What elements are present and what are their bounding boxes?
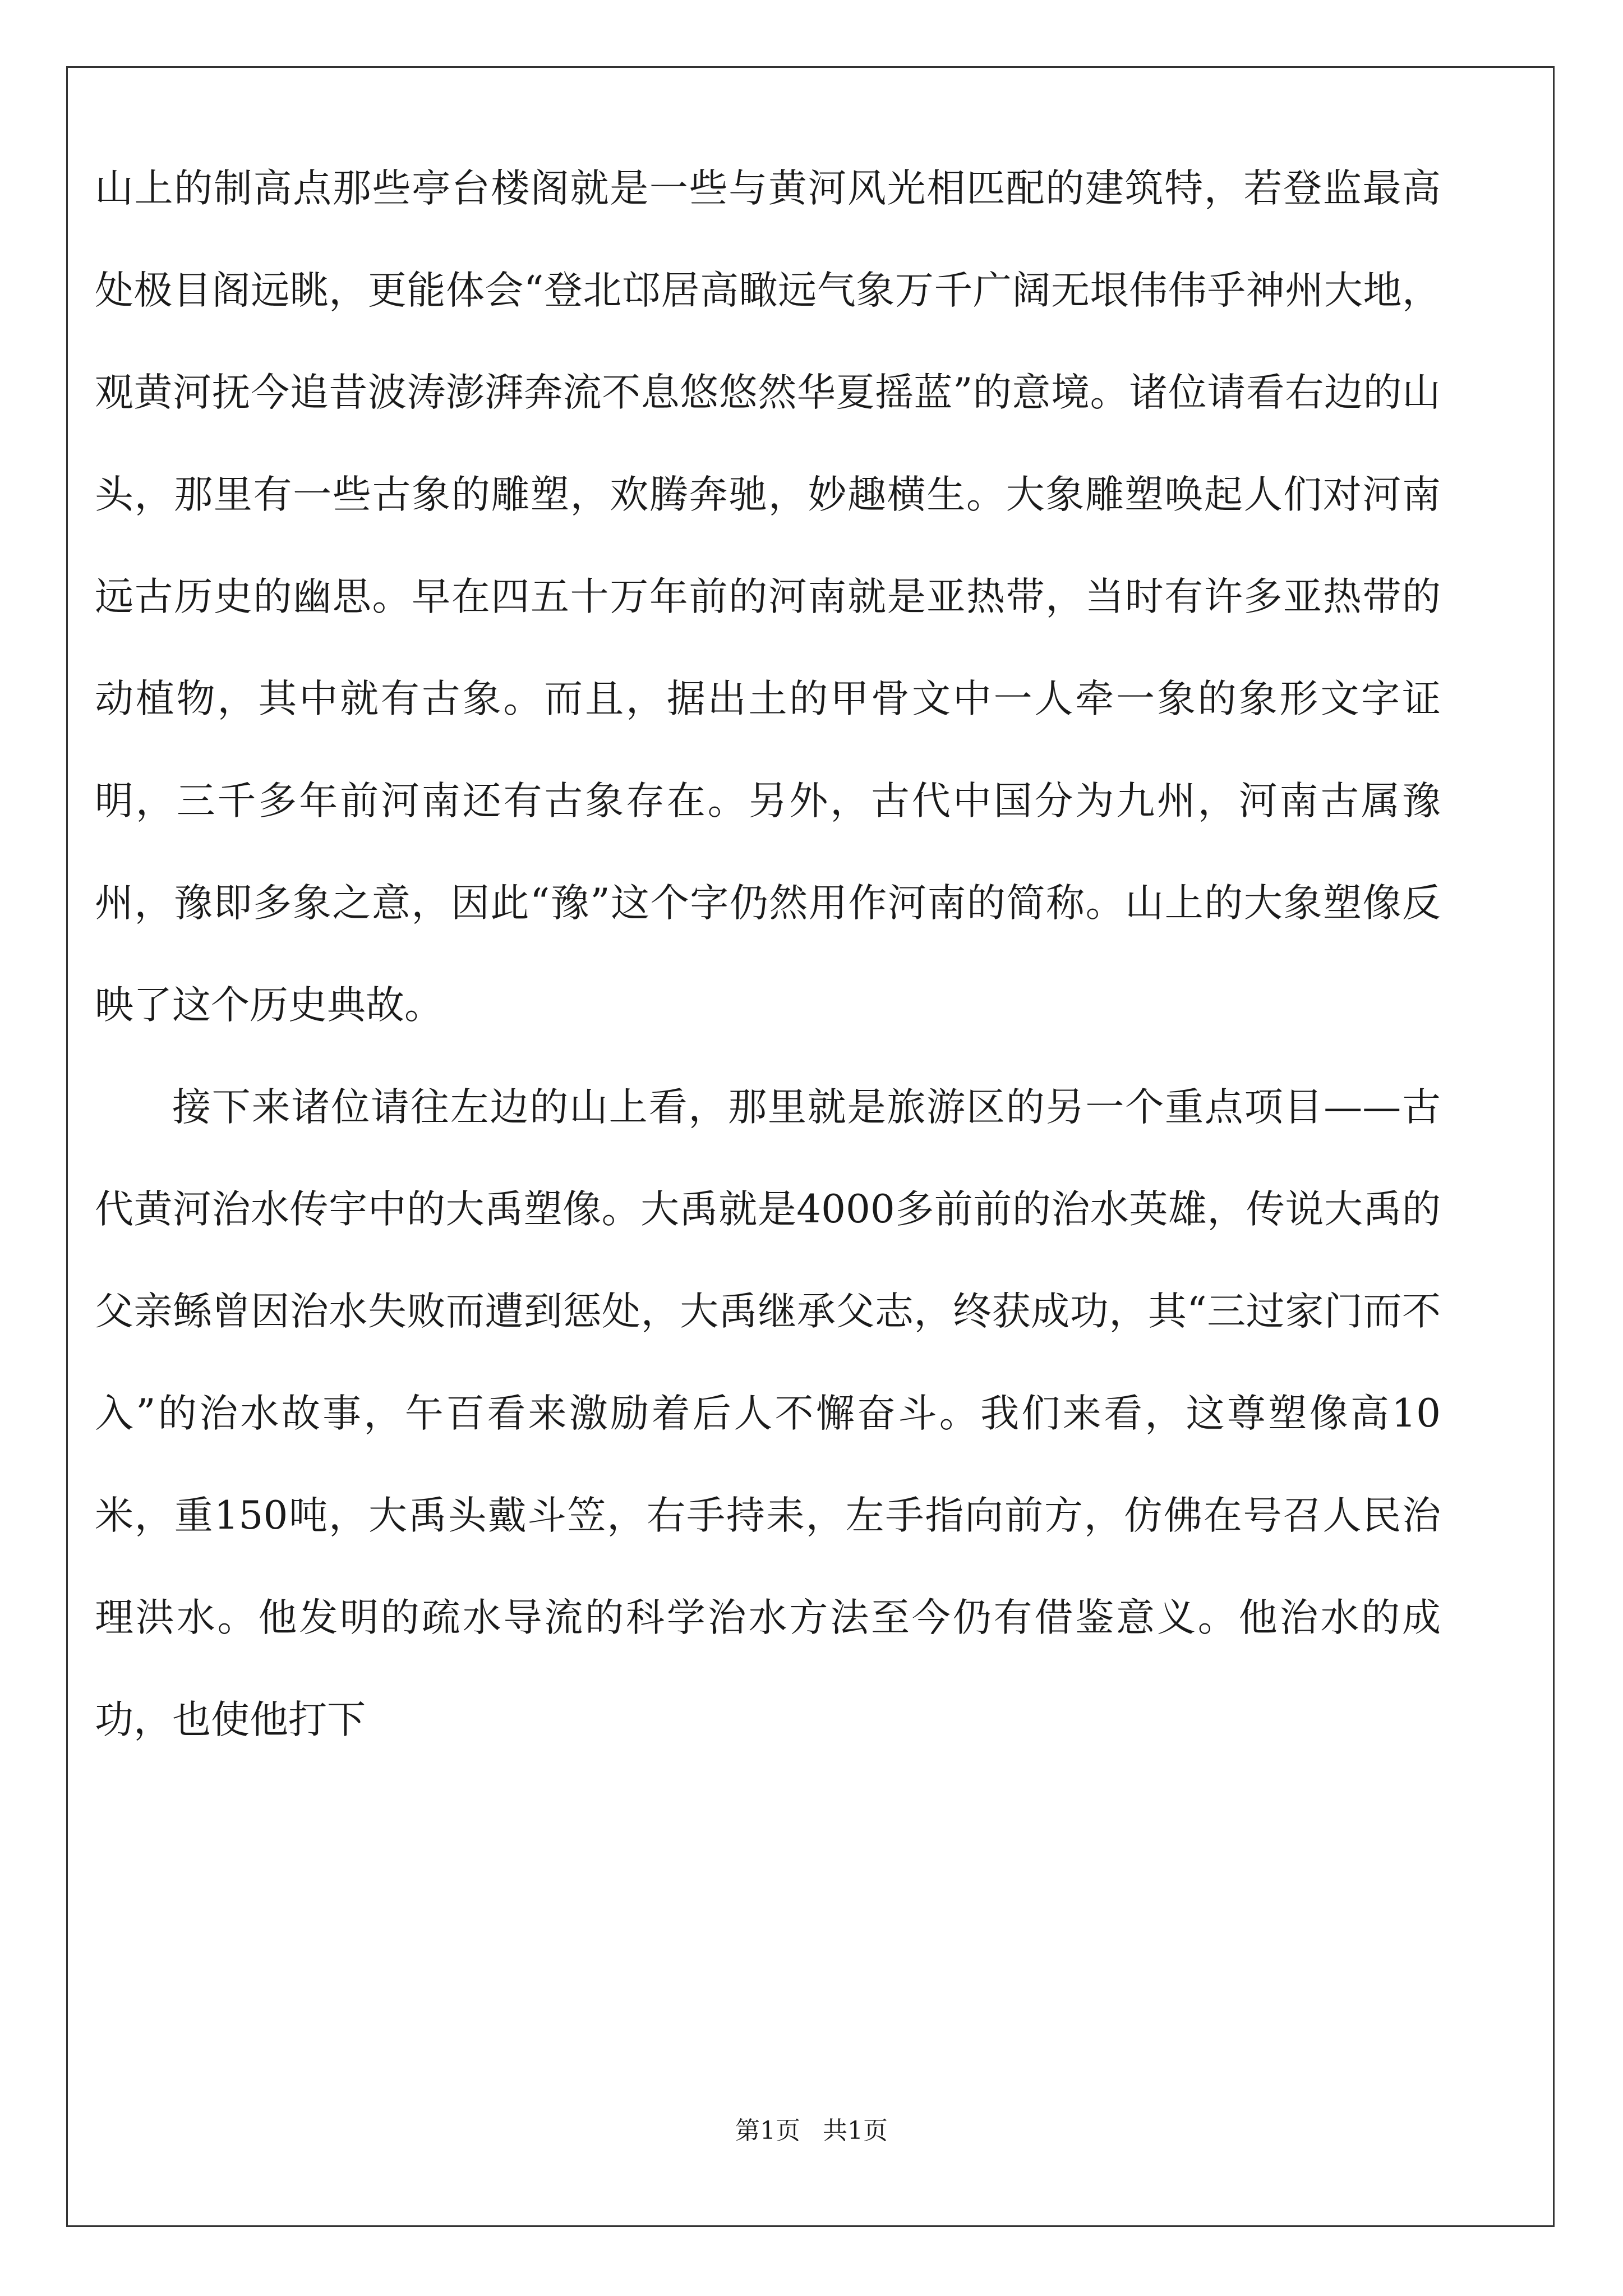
paragraph-2: 接下来诸位请往左边的山上看，那里就是旅游区的另一个重点项目——古代黄河治水传宇中的大禹塑像。大禹就是4000多前前的治水英雄，传说大禹的父亲鲧曾因治水失败而遭到惩处，大禹继承父志，终获成功，其“三过家门而不入”的治水故事，午百看来激励着后人不懈奋斗。我们来看，这尊塑像高10米，重150吨，大禹头戴斗笠，右手持耒，左手指向前方，仿佛在号召人民治理洪水。他发明的疏水导流的科学治水方法至今仍有借鉴意义。他治水的成功，也使他打下 [95, 1085, 1441, 1742]
document-body [95, 137, 1441, 1771]
page-number: 第1页 [735, 2116, 800, 2145]
page-footer [0, 2114, 1623, 2148]
paragraph-1: 山上的制高点那些亭台楼阁就是一些与黄河风光相匹配的建筑特，若登监最高处极目阁远眺，更能体会“登北邙居高瞰远气象万千广阔无垠伟伟乎神州大地，观黄河抚今追昔波涛澎湃奔流不息悠悠然华夏摇蓝”的意境。诸位请看右边的山头，那里有一些古象的雕塑，欢腾奔驰，妙趣横生。大象雕塑唤起人们对河南远古历史的幽思。早在四五十万年前的河南就是亚热带，当时有许多亚热带的动植物，其中就有古象。而且，据出土的甲骨文中一人牵一象的象形文字证明，三千多年前河南还有古象存在。另外，古代中国分为九州，河南古属豫州，豫即多象之意，因此“豫”这个字仍然用作河南的简称。山上的大象塑像反映了这个历史典故。 [95, 166, 1441, 1028]
page-total: 共1页 [823, 2116, 888, 2145]
